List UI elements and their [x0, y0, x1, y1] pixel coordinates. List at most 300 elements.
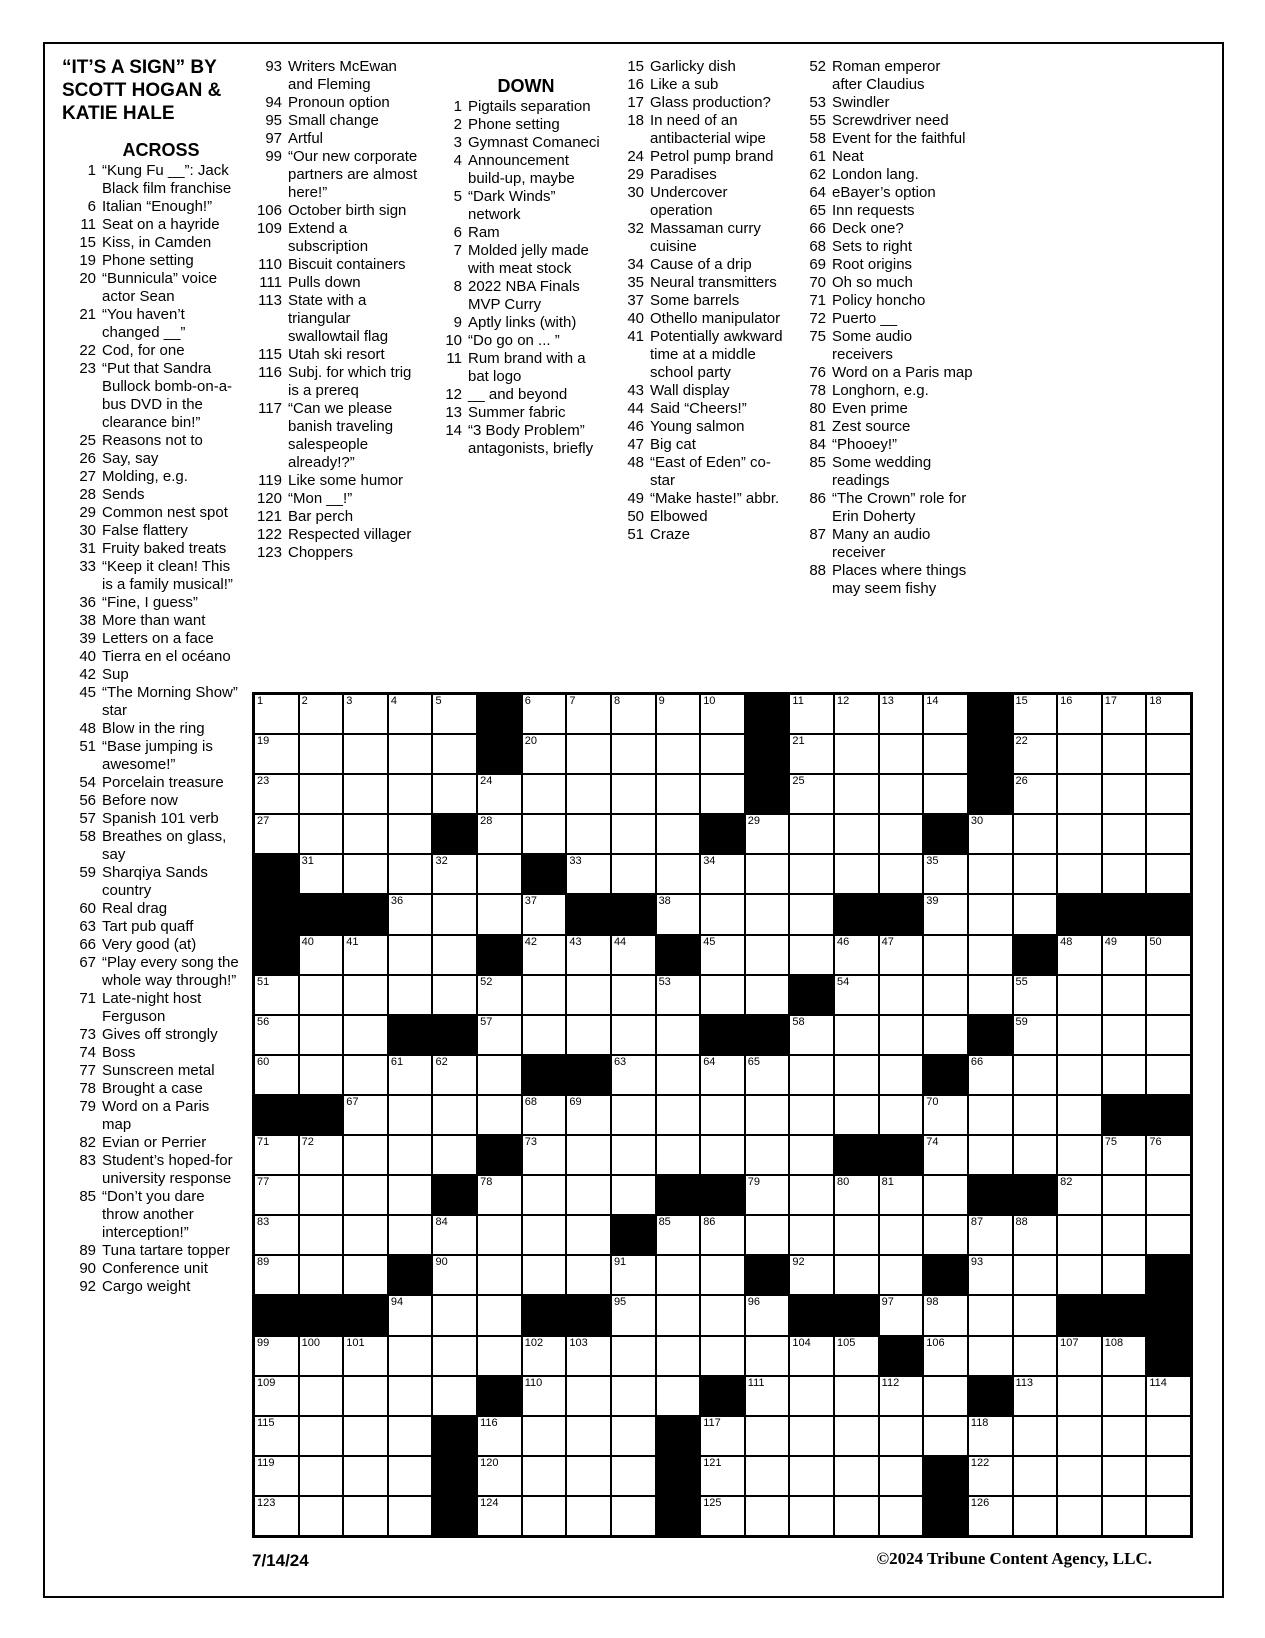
grid-cell-r20c4[interactable] — [388, 1456, 433, 1496]
grid-cell-r17c14[interactable] — [834, 1336, 879, 1376]
grid-cell-r11c9[interactable] — [611, 1095, 656, 1135]
grid-cell-r8c1[interactable] — [254, 975, 299, 1015]
grid-cell-r3c6[interactable] — [477, 774, 522, 814]
grid-cell-r1c16[interactable] — [923, 694, 968, 734]
grid-cell-r12c1[interactable] — [254, 1135, 299, 1175]
grid-cell-r6c11[interactable] — [700, 894, 745, 934]
grid-cell-r14c10[interactable] — [656, 1215, 701, 1255]
grid-cell-r2c18[interactable] — [1013, 734, 1058, 774]
grid-cell-r15c19[interactable] — [1057, 1255, 1102, 1295]
grid-cell-r12c11[interactable] — [700, 1135, 745, 1175]
grid-cell-r12c2[interactable] — [299, 1135, 344, 1175]
grid-cell-r17c17[interactable] — [968, 1336, 1013, 1376]
grid-cell-r3c15[interactable] — [879, 774, 924, 814]
grid-cell-r9c19[interactable] — [1057, 1015, 1102, 1055]
grid-cell-r12c16[interactable] — [923, 1135, 968, 1175]
grid-cell-r17c20[interactable] — [1102, 1336, 1147, 1376]
grid-cell-r2c16[interactable] — [923, 734, 968, 774]
grid-cell-r11c18[interactable] — [1013, 1095, 1058, 1135]
grid-cell-r14c5[interactable] — [432, 1215, 477, 1255]
grid-cell-r2c7[interactable] — [522, 734, 567, 774]
grid-cell-r6c7[interactable] — [522, 894, 567, 934]
grid-cell-r1c20[interactable] — [1102, 694, 1147, 734]
grid-cell-r5c10[interactable] — [656, 854, 701, 894]
grid-cell-r1c1[interactable] — [254, 694, 299, 734]
grid-cell-r4c13[interactable] — [789, 814, 834, 854]
grid-cell-r2c5[interactable] — [432, 734, 477, 774]
grid-cell-r8c15[interactable] — [879, 975, 924, 1015]
grid-cell-r9c14[interactable] — [834, 1015, 879, 1055]
grid-cell-r19c16[interactable] — [923, 1416, 968, 1456]
grid-cell-r3c21[interactable] — [1146, 774, 1191, 814]
grid-cell-r17c2[interactable] — [299, 1336, 344, 1376]
grid-cell-r10c13[interactable] — [789, 1055, 834, 1095]
grid-cell-r11c3[interactable] — [343, 1095, 388, 1135]
grid-cell-r7c8[interactable] — [566, 935, 611, 975]
grid-cell-r8c12[interactable] — [745, 975, 790, 1015]
grid-cell-r9c18[interactable] — [1013, 1015, 1058, 1055]
grid-cell-r10c5[interactable] — [432, 1055, 477, 1095]
grid-cell-r8c16[interactable] — [923, 975, 968, 1015]
grid-cell-r17c10[interactable] — [656, 1336, 701, 1376]
grid-cell-r16c4[interactable] — [388, 1295, 433, 1335]
grid-cell-r18c12[interactable] — [745, 1376, 790, 1416]
grid-cell-r2c15[interactable] — [879, 734, 924, 774]
grid-cell-r13c20[interactable] — [1102, 1175, 1147, 1215]
grid-cell-r9c20[interactable] — [1102, 1015, 1147, 1055]
grid-cell-r7c15[interactable] — [879, 935, 924, 975]
grid-cell-r18c4[interactable] — [388, 1376, 433, 1416]
grid-cell-r9c6[interactable] — [477, 1015, 522, 1055]
grid-cell-r14c3[interactable] — [343, 1215, 388, 1255]
grid-cell-r9c13[interactable] — [789, 1015, 834, 1055]
grid-cell-r20c2[interactable] — [299, 1456, 344, 1496]
grid-cell-r15c8[interactable] — [566, 1255, 611, 1295]
grid-cell-r14c20[interactable] — [1102, 1215, 1147, 1255]
grid-cell-r15c9[interactable] — [611, 1255, 656, 1295]
grid-cell-r12c8[interactable] — [566, 1135, 611, 1175]
grid-cell-r2c1[interactable] — [254, 734, 299, 774]
grid-cell-r19c9[interactable] — [611, 1416, 656, 1456]
grid-cell-r15c20[interactable] — [1102, 1255, 1147, 1295]
grid-cell-r9c3[interactable] — [343, 1015, 388, 1055]
grid-cell-r18c1[interactable] — [254, 1376, 299, 1416]
grid-cell-r8c11[interactable] — [700, 975, 745, 1015]
grid-cell-r4c20[interactable] — [1102, 814, 1147, 854]
grid-cell-r4c3[interactable] — [343, 814, 388, 854]
grid-cell-r20c3[interactable] — [343, 1456, 388, 1496]
grid-cell-r5c11[interactable] — [700, 854, 745, 894]
grid-cell-r1c9[interactable] — [611, 694, 656, 734]
grid-cell-r7c13[interactable] — [789, 935, 834, 975]
grid-cell-r1c14[interactable] — [834, 694, 879, 734]
grid-cell-r8c21[interactable] — [1146, 975, 1191, 1015]
grid-cell-r19c3[interactable] — [343, 1416, 388, 1456]
grid-cell-r1c4[interactable] — [388, 694, 433, 734]
grid-cell-r9c16[interactable] — [923, 1015, 968, 1055]
grid-cell-r19c18[interactable] — [1013, 1416, 1058, 1456]
grid-cell-r4c8[interactable] — [566, 814, 611, 854]
grid-cell-r18c13[interactable] — [789, 1376, 834, 1416]
grid-cell-r20c19[interactable] — [1057, 1456, 1102, 1496]
grid-cell-r1c8[interactable] — [566, 694, 611, 734]
grid-cell-r17c16[interactable] — [923, 1336, 968, 1376]
grid-cell-r3c10[interactable] — [656, 774, 701, 814]
grid-cell-r5c6[interactable] — [477, 854, 522, 894]
grid-cell-r14c12[interactable] — [745, 1215, 790, 1255]
grid-cell-r7c7[interactable] — [522, 935, 567, 975]
grid-cell-r11c13[interactable] — [789, 1095, 834, 1135]
grid-cell-r2c13[interactable] — [789, 734, 834, 774]
grid-cell-r16c18[interactable] — [1013, 1295, 1058, 1335]
grid-cell-r3c11[interactable] — [700, 774, 745, 814]
grid-cell-r11c4[interactable] — [388, 1095, 433, 1135]
grid-cell-r13c2[interactable] — [299, 1175, 344, 1215]
grid-cell-r2c11[interactable] — [700, 734, 745, 774]
grid-cell-r18c14[interactable] — [834, 1376, 879, 1416]
grid-cell-r15c6[interactable] — [477, 1255, 522, 1295]
grid-cell-r13c12[interactable] — [745, 1175, 790, 1215]
grid-cell-r20c11[interactable] — [700, 1456, 745, 1496]
grid-cell-r10c12[interactable] — [745, 1055, 790, 1095]
grid-cell-r3c3[interactable] — [343, 774, 388, 814]
grid-cell-r7c3[interactable] — [343, 935, 388, 975]
grid-cell-r14c14[interactable] — [834, 1215, 879, 1255]
grid-cell-r15c14[interactable] — [834, 1255, 879, 1295]
grid-cell-r8c18[interactable] — [1013, 975, 1058, 1015]
grid-cell-r6c16[interactable] — [923, 894, 968, 934]
grid-cell-r7c5[interactable] — [432, 935, 477, 975]
grid-cell-r6c13[interactable] — [789, 894, 834, 934]
grid-cell-r11c8[interactable] — [566, 1095, 611, 1135]
grid-cell-r14c7[interactable] — [522, 1215, 567, 1255]
grid-cell-r21c3[interactable] — [343, 1496, 388, 1536]
grid-cell-r5c9[interactable] — [611, 854, 656, 894]
grid-cell-r19c15[interactable] — [879, 1416, 924, 1456]
grid-cell-r11c19[interactable] — [1057, 1095, 1102, 1135]
grid-cell-r3c18[interactable] — [1013, 774, 1058, 814]
grid-cell-r5c12[interactable] — [745, 854, 790, 894]
grid-cell-r14c13[interactable] — [789, 1215, 834, 1255]
grid-cell-r19c11[interactable] — [700, 1416, 745, 1456]
grid-cell-r12c12[interactable] — [745, 1135, 790, 1175]
grid-cell-r8c5[interactable] — [432, 975, 477, 1015]
grid-cell-r21c8[interactable] — [566, 1496, 611, 1536]
grid-cell-r7c12[interactable] — [745, 935, 790, 975]
grid-cell-r20c17[interactable] — [968, 1456, 1013, 1496]
grid-cell-r3c8[interactable] — [566, 774, 611, 814]
grid-cell-r15c13[interactable] — [789, 1255, 834, 1295]
grid-cell-r19c13[interactable] — [789, 1416, 834, 1456]
grid-cell-r7c11[interactable] — [700, 935, 745, 975]
grid-cell-r13c14[interactable] — [834, 1175, 879, 1215]
grid-cell-r5c18[interactable] — [1013, 854, 1058, 894]
grid-cell-r16c5[interactable] — [432, 1295, 477, 1335]
grid-cell-r5c13[interactable] — [789, 854, 834, 894]
grid-cell-r10c1[interactable] — [254, 1055, 299, 1095]
grid-cell-r2c19[interactable] — [1057, 734, 1102, 774]
grid-cell-r21c21[interactable] — [1146, 1496, 1191, 1536]
grid-cell-r15c1[interactable] — [254, 1255, 299, 1295]
grid-cell-r7c4[interactable] — [388, 935, 433, 975]
grid-cell-r11c16[interactable] — [923, 1095, 968, 1135]
grid-cell-r13c21[interactable] — [1146, 1175, 1191, 1215]
grid-cell-r10c18[interactable] — [1013, 1055, 1058, 1095]
grid-cell-r9c7[interactable] — [522, 1015, 567, 1055]
grid-cell-r5c17[interactable] — [968, 854, 1013, 894]
grid-cell-r13c8[interactable] — [566, 1175, 611, 1215]
grid-cell-r6c17[interactable] — [968, 894, 1013, 934]
grid-cell-r8c14[interactable] — [834, 975, 879, 1015]
grid-cell-r13c7[interactable] — [522, 1175, 567, 1215]
grid-cell-r2c8[interactable] — [566, 734, 611, 774]
grid-cell-r21c18[interactable] — [1013, 1496, 1058, 1536]
grid-cell-r4c17[interactable] — [968, 814, 1013, 854]
grid-cell-r3c20[interactable] — [1102, 774, 1147, 814]
grid-cell-r6c4[interactable] — [388, 894, 433, 934]
grid-cell-r19c2[interactable] — [299, 1416, 344, 1456]
grid-cell-r15c7[interactable] — [522, 1255, 567, 1295]
grid-cell-r4c15[interactable] — [879, 814, 924, 854]
grid-cell-r17c11[interactable] — [700, 1336, 745, 1376]
grid-cell-r20c14[interactable] — [834, 1456, 879, 1496]
grid-cell-r7c2[interactable] — [299, 935, 344, 975]
grid-cell-r4c21[interactable] — [1146, 814, 1191, 854]
grid-cell-r19c20[interactable] — [1102, 1416, 1147, 1456]
grid-cell-r7c9[interactable] — [611, 935, 656, 975]
grid-cell-r5c20[interactable] — [1102, 854, 1147, 894]
grid-cell-r1c3[interactable] — [343, 694, 388, 734]
grid-cell-r5c5[interactable] — [432, 854, 477, 894]
grid-cell-r16c16[interactable] — [923, 1295, 968, 1335]
grid-cell-r12c3[interactable] — [343, 1135, 388, 1175]
grid-cell-r4c12[interactable] — [745, 814, 790, 854]
grid-cell-r19c19[interactable] — [1057, 1416, 1102, 1456]
grid-cell-r20c21[interactable] — [1146, 1456, 1191, 1496]
grid-cell-r1c19[interactable] — [1057, 694, 1102, 734]
grid-cell-r9c2[interactable] — [299, 1015, 344, 1055]
grid-cell-r17c8[interactable] — [566, 1336, 611, 1376]
grid-cell-r18c20[interactable] — [1102, 1376, 1147, 1416]
grid-cell-r20c20[interactable] — [1102, 1456, 1147, 1496]
grid-cell-r4c9[interactable] — [611, 814, 656, 854]
grid-cell-r14c1[interactable] — [254, 1215, 299, 1255]
grid-cell-r21c1[interactable] — [254, 1496, 299, 1536]
grid-cell-r12c19[interactable] — [1057, 1135, 1102, 1175]
grid-cell-r17c9[interactable] — [611, 1336, 656, 1376]
grid-cell-r16c9[interactable] — [611, 1295, 656, 1335]
grid-cell-r11c14[interactable] — [834, 1095, 879, 1135]
grid-cell-r1c13[interactable] — [789, 694, 834, 734]
grid-cell-r21c9[interactable] — [611, 1496, 656, 1536]
grid-cell-r5c14[interactable] — [834, 854, 879, 894]
grid-cell-r17c4[interactable] — [388, 1336, 433, 1376]
grid-cell-r7c21[interactable] — [1146, 935, 1191, 975]
grid-cell-r9c21[interactable] — [1146, 1015, 1191, 1055]
grid-cell-r4c6[interactable] — [477, 814, 522, 854]
grid-cell-r7c14[interactable] — [834, 935, 879, 975]
grid-cell-r12c4[interactable] — [388, 1135, 433, 1175]
grid-cell-r8c3[interactable] — [343, 975, 388, 1015]
grid-cell-r16c12[interactable] — [745, 1295, 790, 1335]
grid-cell-r21c19[interactable] — [1057, 1496, 1102, 1536]
grid-cell-r19c4[interactable] — [388, 1416, 433, 1456]
grid-cell-r2c21[interactable] — [1146, 734, 1191, 774]
grid-cell-r2c20[interactable] — [1102, 734, 1147, 774]
grid-cell-r21c13[interactable] — [789, 1496, 834, 1536]
grid-cell-r3c5[interactable] — [432, 774, 477, 814]
grid-cell-r20c9[interactable] — [611, 1456, 656, 1496]
grid-cell-r19c17[interactable] — [968, 1416, 1013, 1456]
grid-cell-r14c8[interactable] — [566, 1215, 611, 1255]
grid-cell-r21c14[interactable] — [834, 1496, 879, 1536]
grid-cell-r3c7[interactable] — [522, 774, 567, 814]
grid-cell-r15c11[interactable] — [700, 1255, 745, 1295]
grid-cell-r4c14[interactable] — [834, 814, 879, 854]
grid-cell-r1c21[interactable] — [1146, 694, 1191, 734]
grid-cell-r10c9[interactable] — [611, 1055, 656, 1095]
grid-cell-r1c7[interactable] — [522, 694, 567, 734]
grid-cell-r14c6[interactable] — [477, 1215, 522, 1255]
grid-cell-r2c2[interactable] — [299, 734, 344, 774]
grid-cell-r10c6[interactable] — [477, 1055, 522, 1095]
grid-cell-r15c18[interactable] — [1013, 1255, 1058, 1295]
grid-cell-r5c15[interactable] — [879, 854, 924, 894]
grid-cell-r13c13[interactable] — [789, 1175, 834, 1215]
grid-cell-r5c8[interactable] — [566, 854, 611, 894]
grid-cell-r13c6[interactable] — [477, 1175, 522, 1215]
grid-cell-r17c1[interactable] — [254, 1336, 299, 1376]
grid-cell-r10c15[interactable] — [879, 1055, 924, 1095]
grid-cell-r15c3[interactable] — [343, 1255, 388, 1295]
grid-cell-r18c7[interactable] — [522, 1376, 567, 1416]
grid-cell-r14c2[interactable] — [299, 1215, 344, 1255]
grid-cell-r10c14[interactable] — [834, 1055, 879, 1095]
grid-cell-r15c15[interactable] — [879, 1255, 924, 1295]
grid-cell-r1c18[interactable] — [1013, 694, 1058, 734]
grid-cell-r18c5[interactable] — [432, 1376, 477, 1416]
grid-cell-r13c15[interactable] — [879, 1175, 924, 1215]
grid-cell-r2c9[interactable] — [611, 734, 656, 774]
grid-cell-r18c19[interactable] — [1057, 1376, 1102, 1416]
grid-cell-r9c15[interactable] — [879, 1015, 924, 1055]
grid-cell-r3c9[interactable] — [611, 774, 656, 814]
grid-cell-r21c17[interactable] — [968, 1496, 1013, 1536]
grid-cell-r14c16[interactable] — [923, 1215, 968, 1255]
grid-cell-r18c21[interactable] — [1146, 1376, 1191, 1416]
grid-cell-r10c20[interactable] — [1102, 1055, 1147, 1095]
grid-cell-r7c20[interactable] — [1102, 935, 1147, 975]
grid-cell-r20c7[interactable] — [522, 1456, 567, 1496]
grid-cell-r8c17[interactable] — [968, 975, 1013, 1015]
grid-cell-r17c12[interactable] — [745, 1336, 790, 1376]
grid-cell-r13c19[interactable] — [1057, 1175, 1102, 1215]
grid-cell-r9c1[interactable] — [254, 1015, 299, 1055]
grid-cell-r15c10[interactable] — [656, 1255, 701, 1295]
grid-cell-r8c9[interactable] — [611, 975, 656, 1015]
grid-cell-r19c7[interactable] — [522, 1416, 567, 1456]
grid-cell-r21c6[interactable] — [477, 1496, 522, 1536]
grid-cell-r12c7[interactable] — [522, 1135, 567, 1175]
grid-cell-r16c17[interactable] — [968, 1295, 1013, 1335]
grid-cell-r19c6[interactable] — [477, 1416, 522, 1456]
grid-cell-r17c3[interactable] — [343, 1336, 388, 1376]
grid-cell-r9c9[interactable] — [611, 1015, 656, 1055]
grid-cell-r12c21[interactable] — [1146, 1135, 1191, 1175]
grid-cell-r8c10[interactable] — [656, 975, 701, 1015]
grid-cell-r14c15[interactable] — [879, 1215, 924, 1255]
grid-cell-r16c10[interactable] — [656, 1295, 701, 1335]
grid-cell-r3c13[interactable] — [789, 774, 834, 814]
grid-cell-r7c17[interactable] — [968, 935, 1013, 975]
grid-cell-r12c5[interactable] — [432, 1135, 477, 1175]
grid-cell-r16c6[interactable] — [477, 1295, 522, 1335]
grid-cell-r18c16[interactable] — [923, 1376, 968, 1416]
grid-cell-r19c14[interactable] — [834, 1416, 879, 1456]
grid-cell-r10c4[interactable] — [388, 1055, 433, 1095]
grid-cell-r21c15[interactable] — [879, 1496, 924, 1536]
grid-cell-r3c14[interactable] — [834, 774, 879, 814]
grid-cell-r16c15[interactable] — [879, 1295, 924, 1335]
grid-cell-r13c16[interactable] — [923, 1175, 968, 1215]
grid-cell-r10c2[interactable] — [299, 1055, 344, 1095]
grid-cell-r12c17[interactable] — [968, 1135, 1013, 1175]
grid-cell-r3c4[interactable] — [388, 774, 433, 814]
grid-cell-r11c15[interactable] — [879, 1095, 924, 1135]
grid-cell-r3c2[interactable] — [299, 774, 344, 814]
grid-cell-r14c19[interactable] — [1057, 1215, 1102, 1255]
grid-cell-r13c1[interactable] — [254, 1175, 299, 1215]
grid-cell-r21c4[interactable] — [388, 1496, 433, 1536]
grid-cell-r4c19[interactable] — [1057, 814, 1102, 854]
grid-cell-r9c10[interactable] — [656, 1015, 701, 1055]
grid-cell-r3c1[interactable] — [254, 774, 299, 814]
grid-cell-r11c5[interactable] — [432, 1095, 477, 1135]
grid-cell-r4c4[interactable] — [388, 814, 433, 854]
grid-cell-r11c11[interactable] — [700, 1095, 745, 1135]
grid-cell-r4c2[interactable] — [299, 814, 344, 854]
grid-cell-r20c12[interactable] — [745, 1456, 790, 1496]
grid-cell-r13c9[interactable] — [611, 1175, 656, 1215]
grid-cell-r18c8[interactable] — [566, 1376, 611, 1416]
grid-cell-r8c6[interactable] — [477, 975, 522, 1015]
grid-cell-r17c7[interactable] — [522, 1336, 567, 1376]
grid-cell-r14c11[interactable] — [700, 1215, 745, 1255]
grid-cell-r1c15[interactable] — [879, 694, 924, 734]
grid-cell-r19c1[interactable] — [254, 1416, 299, 1456]
grid-cell-r8c7[interactable] — [522, 975, 567, 1015]
grid-cell-r5c3[interactable] — [343, 854, 388, 894]
grid-cell-r14c4[interactable] — [388, 1215, 433, 1255]
grid-cell-r5c4[interactable] — [388, 854, 433, 894]
grid-cell-r10c17[interactable] — [968, 1055, 1013, 1095]
grid-cell-r10c3[interactable] — [343, 1055, 388, 1095]
grid-cell-r17c13[interactable] — [789, 1336, 834, 1376]
grid-cell-r8c19[interactable] — [1057, 975, 1102, 1015]
grid-cell-r11c7[interactable] — [522, 1095, 567, 1135]
grid-cell-r6c10[interactable] — [656, 894, 701, 934]
grid-cell-r5c21[interactable] — [1146, 854, 1191, 894]
grid-cell-r20c8[interactable] — [566, 1456, 611, 1496]
grid-cell-r20c13[interactable] — [789, 1456, 834, 1496]
grid-cell-r11c17[interactable] — [968, 1095, 1013, 1135]
grid-cell-r8c20[interactable] — [1102, 975, 1147, 1015]
grid-cell-r12c13[interactable] — [789, 1135, 834, 1175]
grid-cell-r1c11[interactable] — [700, 694, 745, 734]
grid-cell-r14c17[interactable] — [968, 1215, 1013, 1255]
grid-cell-r12c20[interactable] — [1102, 1135, 1147, 1175]
grid-cell-r13c4[interactable] — [388, 1175, 433, 1215]
